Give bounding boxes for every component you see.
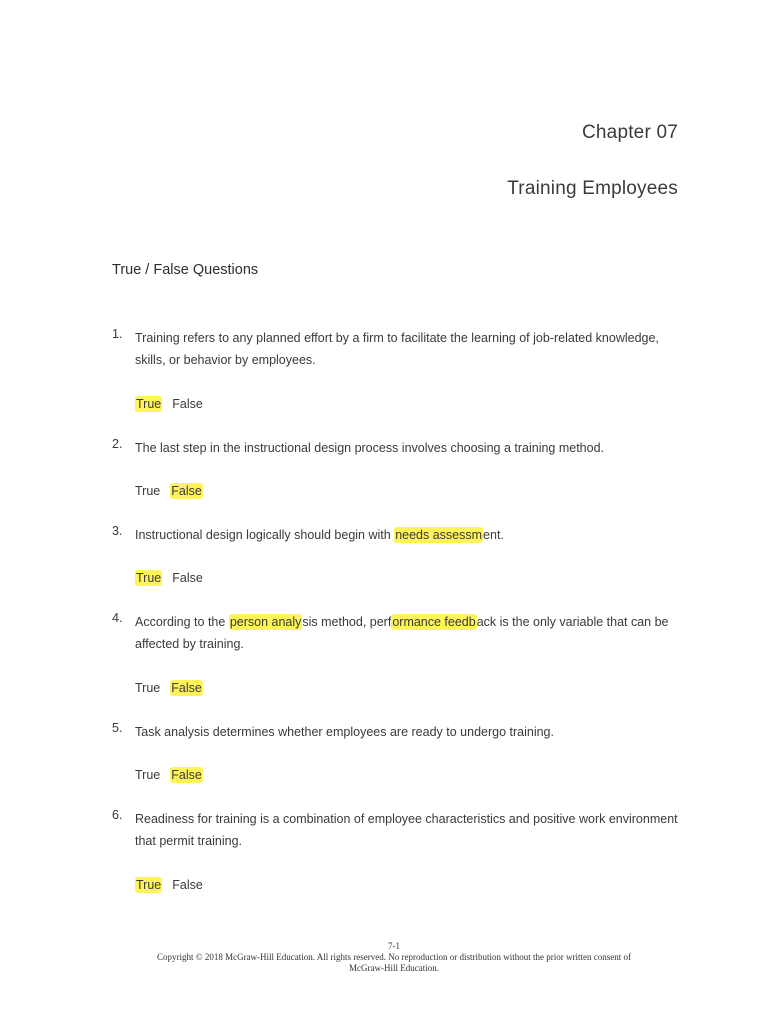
- copyright-line-1: Copyright © 2018 McGraw-Hill Education. All rights reserved. No reproduction or distribution without the prior written consent of: [156, 952, 631, 962]
- chapter-number: Chapter 07: [581, 122, 678, 143]
- text-run: ent.: [483, 528, 504, 542]
- question-3: [112, 524, 682, 546]
- answer-options: [135, 767, 203, 783]
- question-6: [112, 808, 682, 852]
- text-run: The last step in the instructional design process involves choosing a training method.: [135, 441, 605, 455]
- text-run: Instructional design logically should begin with: [135, 528, 395, 542]
- question-text: [135, 611, 682, 655]
- question-4: [112, 611, 682, 655]
- option-true: True: [136, 397, 162, 411]
- text-run: According to the: [135, 615, 229, 629]
- option-true: True: [135, 768, 161, 782]
- question-text: [135, 327, 682, 371]
- copyright-line-2: McGraw-Hill Education.: [349, 963, 439, 973]
- question-text: [135, 524, 682, 546]
- option-true: True: [135, 681, 161, 695]
- answer-options: [135, 680, 203, 696]
- question-number: 6.: [112, 808, 123, 822]
- text-run: sis method, perf: [302, 615, 392, 629]
- text-run: ack is the only variable that can be affected by training.: [135, 615, 669, 651]
- chapter-title: Training Employees: [507, 178, 678, 199]
- option-true: True: [135, 484, 161, 498]
- highlighted-text: needs assessm: [395, 528, 483, 542]
- highlighted-text: ormance feedb: [392, 615, 476, 629]
- option-false: False: [172, 397, 203, 411]
- answer-options: [135, 877, 203, 893]
- answer-options: [135, 483, 203, 499]
- question-number: 1.: [112, 327, 123, 341]
- page-footer: [110, 941, 678, 974]
- highlighted-text: person analy: [229, 615, 302, 629]
- answer-options: [135, 396, 203, 412]
- question-text: [135, 808, 682, 852]
- question-text: [135, 437, 682, 459]
- question-2: [112, 437, 682, 459]
- text-run: Task analysis determines whether employees are ready to undergo training.: [135, 725, 554, 739]
- question-number: 5.: [112, 721, 123, 735]
- option-true: True: [136, 878, 162, 892]
- question-1: [112, 327, 682, 371]
- question-number: 3.: [112, 524, 123, 538]
- section-heading: True / False Questions: [112, 262, 259, 278]
- question-number: 4.: [112, 611, 123, 625]
- text-run: Readiness for training is a combination of employee characteristics and positive work environment that permit training.: [135, 812, 678, 848]
- answer-options: [135, 570, 203, 586]
- question-5: [112, 721, 682, 743]
- question-number: 2.: [112, 437, 123, 451]
- option-false: False: [172, 571, 203, 585]
- option-false: False: [172, 878, 203, 892]
- text-run: Training refers to any planned effort by a firm to facilitate the learning of job-related knowledge, skills, or behavior by employees.: [135, 331, 659, 367]
- question-text: [135, 721, 682, 743]
- option-false: False: [171, 768, 202, 782]
- option-false: False: [171, 681, 202, 695]
- option-false: False: [171, 484, 202, 498]
- page-number: 7-1: [388, 941, 400, 951]
- option-true: True: [136, 571, 162, 585]
